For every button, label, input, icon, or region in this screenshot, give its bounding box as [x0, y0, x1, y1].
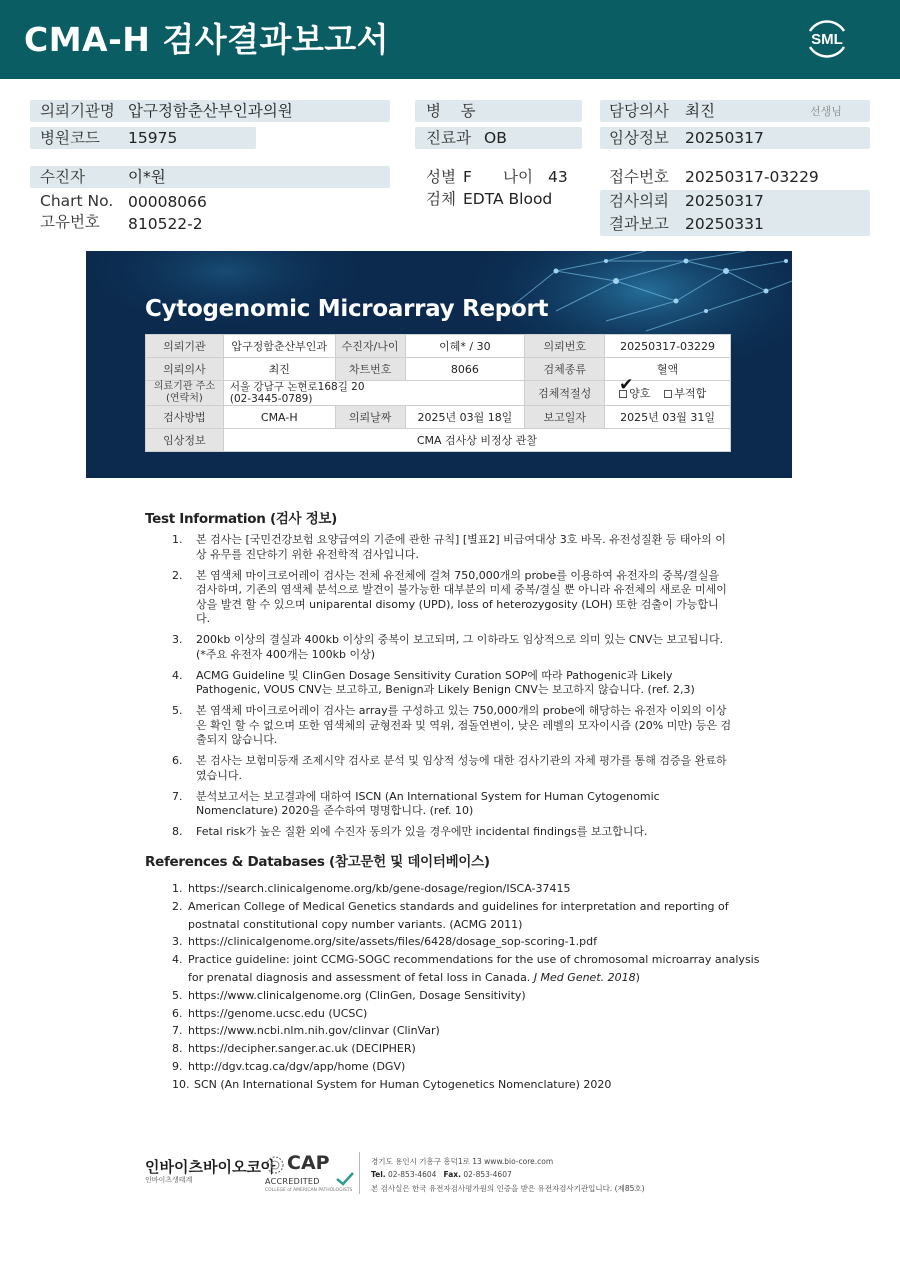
cap-text: CAP: [287, 1152, 330, 1174]
table-cell: 혈액: [605, 358, 731, 381]
sml-logo: [802, 14, 852, 64]
doctor-value: 최진: [685, 102, 715, 120]
reference-item: 4. Practice guideline: joint CCMG-SOGC recommendations for the use of chromosomal microarray analysis for prenatal diagnosis and assessment of fetal loss in Canada. J Med Genet. 2018): [172, 953, 760, 984]
reference-item: 1. https://search.clinicalgenome.org/kb/gene-dosage/region/ISCA-37415: [172, 882, 571, 895]
reference-item: 7. https://www.ncbi.nlm.nih.gov/clinvar (ClinVar): [172, 1024, 440, 1038]
footer-divider: [359, 1152, 360, 1194]
list-item: 4. ACMG Guideline 및 ClinGen Dosage Sensitivity Curation SOP에 따라 Pathogenic과 Likely Pathogenic, VOUS CNV는 보고하고, Benign과 Likely Benign CNV는 보고하지 않습니다. (ref. 2,3): [172, 668, 695, 696]
list-item: 6. 본 검사는 보험미등재 조제시약 검사로 분석 및 임상적 성능에 대한 검사기관의 자체 평가를 통해 검증을 완료하였습니다.: [172, 754, 727, 782]
table-cell-label: 수진자/나이: [335, 335, 405, 358]
table-cell: 2025년 03월 31일: [605, 406, 731, 429]
table-cell-label: 검체종류: [525, 358, 605, 381]
table-cell: [223, 381, 524, 406]
banner-title: Cytogenomic Microarray Report: [145, 296, 549, 322]
hospital-code-value: 15975: [128, 129, 178, 147]
unique-value: 810522-2: [128, 215, 203, 233]
request-value: 20250317: [685, 192, 764, 210]
report-title: CMA-H 검사결과보고서: [24, 20, 390, 59]
clinical-value: 20250317: [685, 129, 764, 147]
unique-label: 고유번호: [40, 213, 100, 231]
table-cell-label: 차트번호: [335, 358, 405, 381]
test-info-heading: Test Information (검사 정보): [145, 511, 338, 527]
sex-value: F: [463, 168, 472, 186]
reference-item: 2. American College of Medical Genetics standards and guidelines for interpretation and reporting of postnatal constitutional copy number variants. (ACMG 2011): [172, 899, 729, 931]
age-label: 나이: [503, 168, 533, 186]
address-line: 경기도 용인시 기흥구 흥덕1로 13 www.bio-core.com: [371, 1157, 554, 1166]
receipt-value: 20250317-03229: [685, 168, 819, 186]
ref4-journal: J Med Genet. 2018: [533, 970, 636, 984]
ward-label: 병 동: [426, 102, 476, 120]
report-label: 결과보고: [609, 215, 669, 233]
table-cell: 8066: [405, 358, 525, 381]
table-cell-label: 의뢰의사: [146, 358, 224, 381]
patient-label: 수진자: [40, 168, 85, 186]
table-cell-label: 보고일자: [525, 406, 605, 429]
list-item: 2. 본 염색체 마이크로어레이 검사는 전체 유전체에 걸쳐 750,000개의 probe를 이용하여 유전자의 중복/결실을 검사하며, 기존의 염색체 분석으로 발견이 불가능한 대부분의 미세 중복/결실 뿐 아니라 유전체의 새로운 미세이상을 발견 할 수 있으며 uniparental disomy (UPD), loss of heterozygosity (LOH) 또한 검출이 가능합니다.: [172, 568, 727, 625]
reference-item: 3. https://clinicalgenome.org/site/assets/files/6428/dosage_sop-scoring-1.pdf: [172, 935, 598, 949]
table-cell-label: 임상정보: [146, 429, 224, 452]
table-cell-label: 의뢰번호: [525, 335, 605, 358]
table-cell: 20250317-03229: [605, 335, 731, 358]
company-logo-text: 인바이츠바이오코아: [145, 1158, 276, 1176]
reference-item: 5. https://www.clinicalgenome.org (ClinGen, Dosage Sensitivity): [172, 988, 526, 1002]
reference-item: 9. http://dgv.tcag.ca/dgv/app/home (DGV): [172, 1059, 406, 1073]
table-cell: CMA-H: [223, 406, 335, 429]
checkmark-icon: ✔: [619, 375, 634, 395]
table-cell: 이혜* / 30: [405, 335, 525, 358]
specimen-value: EDTA Blood: [463, 190, 553, 208]
table-cell: 최진: [223, 358, 335, 381]
list-item: 5. 본 염색체 마이크로어레이 검사는 array를 구성하고 있는 750,000개의 probe에 해당하는 유전자 이외의 이상은 확인 할 수 없으며 또한 염색체의 균형전좌 및 역위, 점돌연변이, 낮은 레벨의 모자이시즘 (20% 미만) 등은 검출되지 않습니다.: [172, 704, 732, 746]
chart-value: 00008066: [128, 193, 207, 211]
reference-item: 8. https://decipher.sanger.ac.uk (DECIPHER): [172, 1042, 416, 1056]
table-cell-label: 검사방법: [146, 406, 224, 429]
reference-item: 6. https://genome.ucsc.edu (UCSC): [172, 1006, 368, 1020]
cap-seal-icon: [265, 1154, 285, 1176]
table-row: [146, 429, 731, 452]
request-label: 검사의뢰: [609, 192, 669, 210]
table-row: [146, 381, 731, 406]
reference-item: 10. SCN (An International System for Human Cytogenetics Nomenclature) 2020: [172, 1077, 612, 1091]
option-inadequate-label: 부적합: [674, 387, 707, 400]
age-value: 43: [548, 168, 568, 186]
contact-label: (연락처): [166, 393, 203, 404]
address-label: 의료기관 주소: [153, 381, 215, 392]
table-row: [146, 358, 731, 381]
option-good-label: 양호: [629, 387, 651, 400]
table-cell: 2025년 03월 18일: [405, 406, 525, 429]
specimen-adequacy-cell: [605, 375, 731, 406]
table-cell-label: 의뢰기관: [146, 335, 224, 358]
report-header: [0, 0, 900, 79]
report-banner: [86, 251, 792, 478]
chart-label: Chart No.: [40, 192, 114, 210]
list-item: 3. 200kb 이상의 결실과 400kb 이상의 중복이 보고되며, 그 이하라도 임상적으로 의미 있는 CNV는 보고됩니다. (*주요 유전자 400개는 100kb 이상): [172, 633, 724, 661]
institution-value: 압구정함춘산부인과의원: [128, 102, 293, 120]
checkbox-inadequate: [664, 390, 672, 398]
dept-label: 진료과: [426, 129, 471, 147]
table-row: [146, 335, 731, 358]
patient-value: 이*원: [128, 168, 166, 186]
report-value: 20250331: [685, 215, 764, 233]
certification-note: 본 검사실은 한국 유전자검사평가원의 인증을 받은 유전자검사기관입니다. (제85호): [371, 1184, 645, 1193]
contact-value: (02-3445-0789): [229, 393, 313, 405]
company-sub: 인바이츠생태계: [145, 1176, 193, 1184]
test-info-list: [172, 533, 732, 846]
receipt-label: 접수번호: [609, 168, 669, 186]
cap-sub: COLLEGE of AMERICAN PATHOLOGISTS: [265, 1188, 353, 1193]
list-item: 7. 분석보고서는 보고결과에 대하여 ISCN (An International System for Human Cytogenomic Nomenclature) 2020을 준수하여 명명합니다. (ref. 10): [172, 789, 660, 817]
table-row: [146, 406, 731, 429]
sml-logo-text: SML: [811, 31, 843, 48]
institution-label: 의뢰기관명: [40, 102, 115, 120]
footer: [145, 1150, 765, 1200]
table-cell-label: [146, 381, 224, 406]
table-cell-label: 검체적절성: [525, 381, 605, 406]
sex-label: 성별: [426, 168, 456, 186]
doctor-suffix: 선생님: [810, 105, 842, 118]
table-cell: 압구정함춘산부인과: [223, 335, 335, 358]
table-cell-label: 의뢰날짜: [335, 406, 405, 429]
checkmark-icon: [335, 1172, 355, 1186]
phone-line: Tel. 02-853-4604 Fax. 02-853-4607: [371, 1170, 512, 1179]
list-item: 1. 본 검사는 [국민건강보험 요양급여의 기준에 관한 규칙] [별표2] 비급여대상 3호 바목. 유전성질환 등 태아의 이상 유무를 진단하기 위한 유전학적 검사입니다.: [172, 533, 726, 561]
address-value: 서울 강남구 논현로168길 20: [229, 381, 365, 393]
table-cell: CMA 검사상 비정상 관찰: [223, 429, 730, 452]
dept-value: OB: [484, 129, 507, 147]
cap-accredited: ACCREDITED: [265, 1177, 320, 1186]
report-summary-table: [145, 334, 731, 452]
list-item: 8. Fetal risk가 높은 질환 외에 수진자 동의가 있을 경우에만 incidental findings를 보고합니다.: [172, 825, 648, 838]
references-list: [172, 880, 772, 1094]
clinical-label: 임상정보: [609, 129, 669, 147]
doctor-label: 담당의사: [609, 102, 669, 120]
references-heading: References & Databases (참고문헌 및 데이터베이스): [145, 854, 490, 870]
specimen-label: 검체: [426, 190, 456, 208]
cap-accredited-logo: [265, 1154, 355, 1194]
hospital-code-label: 병원코드: [40, 129, 100, 147]
